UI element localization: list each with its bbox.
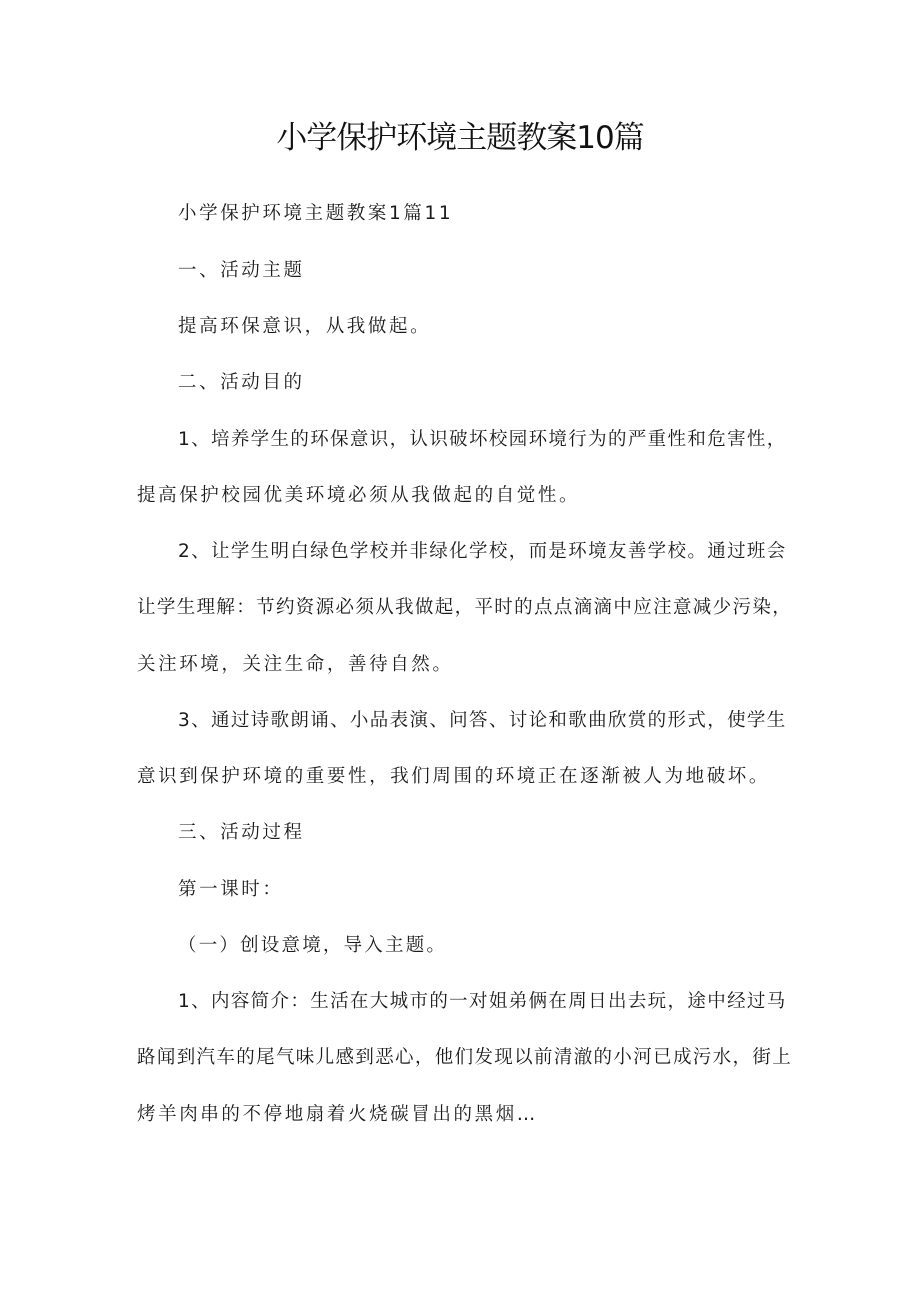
paragraph-line: 第一课时： bbox=[178, 879, 284, 900]
paragraph-line: 让学生理解：节约资源必须从我做起，平时的点点滴滴中应注意减少污染， bbox=[137, 597, 793, 618]
paragraph-line: 意识到保护环境的重要性，我们周围的环境正在逐渐被人为地破坏。 bbox=[137, 766, 771, 787]
section-heading-1: 一、活动主题 bbox=[178, 260, 305, 281]
paragraph-line: 2、让学生明白绿色学校并非绿化学校，而是环境友善学校。通过班会 bbox=[178, 541, 787, 562]
section-heading-2: 二、活动目的 bbox=[178, 372, 305, 393]
paragraph-line: （一）创设意境，导入主题。 bbox=[178, 935, 448, 956]
subtitle-line: 小学保护环境主题教案1篇11 bbox=[178, 203, 454, 224]
paragraph-line: 1、内容简介：生活在大城市的一对姐弟俩在周日出去玩，途中经过马 bbox=[178, 991, 787, 1012]
paragraph-line: 提高环保意识，从我做起。 bbox=[178, 316, 432, 337]
document-title: 小学保护环境主题教案10篇 bbox=[276, 120, 644, 156]
paragraph-line: 烤羊肉串的不停地扇着火烧碳冒出的黑烟… bbox=[137, 1104, 538, 1125]
paragraph-line: 提高保护校园优美环境必须从我做起的自觉性。 bbox=[137, 485, 581, 506]
paragraph-line: 1、培养学生的环保意识，认识破坏校园环境行为的严重性和危害性， bbox=[178, 429, 787, 450]
section-heading-3: 三、活动过程 bbox=[178, 822, 305, 843]
paragraph-line: 3、通过诗歌朗诵、小品表演、问答、讨论和歌曲欣赏的形式，使学生 bbox=[178, 710, 787, 731]
paragraph-line: 关注环境，关注生命，善待自然。 bbox=[137, 654, 454, 675]
paragraph-line: 路闻到汽车的尾气味儿感到恶心，他们发现以前清澈的小河已成污水，街上 bbox=[137, 1047, 793, 1068]
